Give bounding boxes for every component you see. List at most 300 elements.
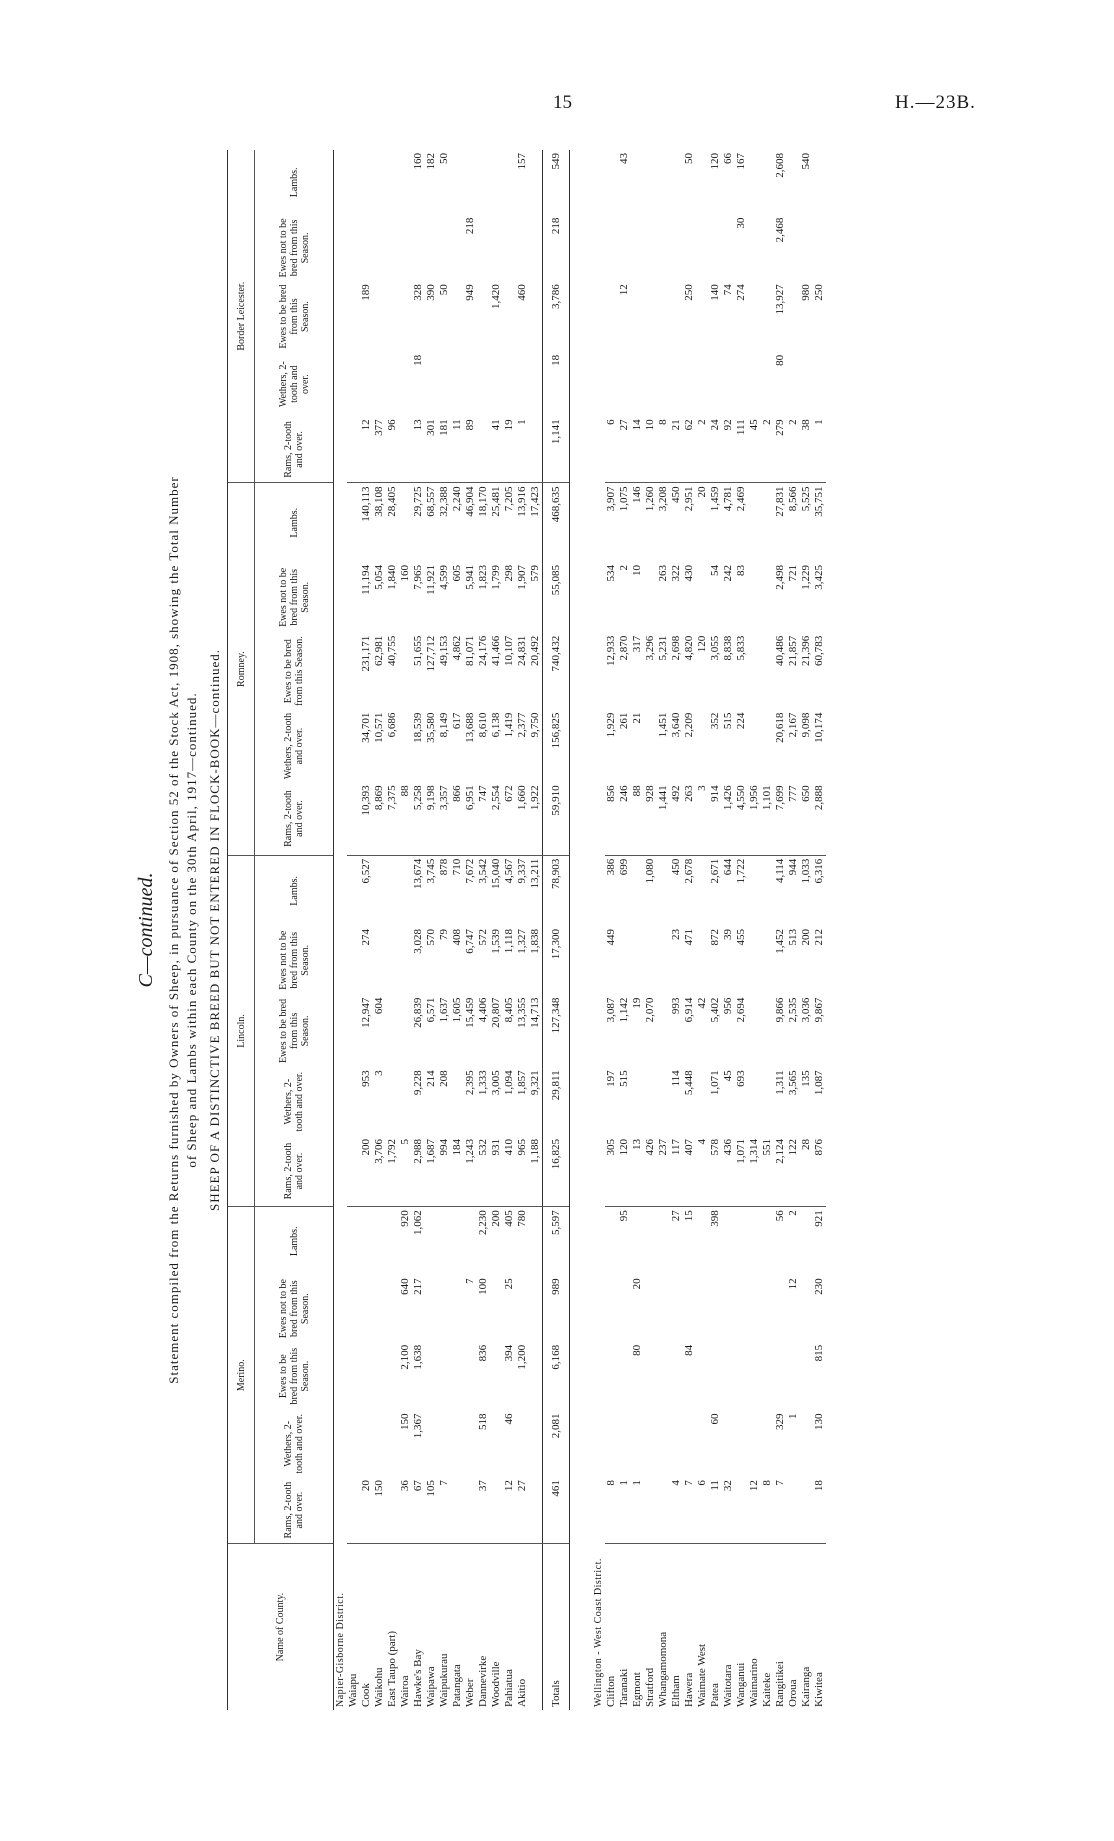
table-cell: 944	[787, 858, 799, 876]
section-title: C—continued.	[135, 872, 157, 988]
table-cell: 1,071	[709, 1070, 721, 1096]
table-cell	[451, 281, 464, 352]
table-cell: 2,678	[683, 858, 695, 884]
table-cell	[503, 150, 516, 215]
table-cell	[386, 150, 399, 215]
county-name: Whangamomona	[657, 1631, 669, 1707]
table-cell	[399, 855, 412, 926]
table-cell: 9,867	[813, 997, 825, 1023]
table-cell	[529, 1477, 543, 1544]
county-name: Wanganui	[735, 1662, 747, 1707]
table-row	[605, 150, 618, 1710]
district-name: Wellington - West Coast District.	[593, 1558, 604, 1707]
table-cell	[800, 1207, 813, 1276]
table-cell: 74	[722, 284, 734, 296]
table-cell	[347, 1411, 360, 1478]
table-cell	[347, 855, 360, 926]
table-cell: 699	[618, 858, 630, 876]
table-cell: 5,231	[657, 635, 669, 661]
table-cell: 36	[399, 1477, 412, 1544]
table-cell: 117	[670, 1136, 683, 1207]
table-cell: 9,337	[516, 858, 528, 884]
table-cell	[386, 1411, 399, 1478]
table-cell: 1,087	[813, 1070, 825, 1096]
table-cell: 430	[683, 564, 695, 582]
table-row	[761, 150, 774, 1710]
table-cell	[631, 215, 644, 282]
table-cell: 8	[657, 416, 670, 483]
table-cell	[529, 416, 543, 483]
table-cell: 777	[787, 782, 800, 855]
county-name: Dannevirke	[477, 1655, 489, 1707]
table-cell	[529, 1207, 543, 1276]
table-cell: 914	[709, 782, 722, 855]
table-cell: 92	[722, 416, 735, 483]
table-cell: 989	[543, 1275, 570, 1342]
table-cell	[761, 562, 774, 633]
table-cell	[360, 215, 373, 282]
table-cell: 20	[696, 486, 708, 498]
table-cell	[735, 1275, 748, 1342]
table-cell	[477, 215, 490, 282]
table-cell	[748, 352, 761, 416]
table-cell: 1,419	[503, 712, 515, 738]
table-cell: 449	[605, 928, 617, 946]
table-cell: 460	[516, 284, 528, 301]
table-row	[813, 150, 826, 1710]
table-cell: 2,240	[451, 486, 463, 512]
table-cell: 515	[618, 1070, 630, 1087]
table-cell: 2,694	[735, 997, 747, 1023]
table-cell: 3,565	[787, 1070, 799, 1096]
table-cell: 6,527	[360, 858, 372, 884]
county-name: Eltham	[670, 1675, 682, 1707]
table-cell: 9,321	[529, 1070, 541, 1096]
table-cell: 1,929	[605, 712, 617, 738]
romney-col-header: Ewes to be bred from this Season.	[255, 633, 334, 710]
table-cell	[696, 281, 709, 352]
table-cell	[657, 995, 670, 1068]
table-cell: 2,070	[644, 997, 656, 1023]
table-cell: 218	[464, 217, 476, 235]
table-cell: 3,208	[657, 486, 669, 512]
table-cell	[529, 215, 543, 282]
table-cell	[360, 150, 373, 215]
table-cell: 20,492	[529, 635, 541, 666]
table-cell	[696, 855, 709, 926]
table-cell: 21	[631, 712, 643, 724]
table-cell: 5,525	[800, 486, 812, 512]
table-row	[722, 150, 735, 1710]
table-cell: 301	[425, 416, 438, 483]
table-cell: 18	[543, 352, 570, 416]
table-cell	[347, 926, 360, 995]
table-cell: 6	[696, 1477, 709, 1544]
table-cell	[347, 1275, 360, 1342]
table-cell	[451, 1477, 464, 1544]
table-row	[425, 150, 438, 1710]
table-cell: 872	[709, 928, 721, 946]
romney-header: Romney.	[228, 483, 255, 855]
table-cell: 298	[503, 564, 515, 582]
table-cell	[451, 1342, 464, 1411]
table-cell	[399, 710, 412, 783]
table-cell	[761, 1067, 774, 1136]
table-cell: 80	[774, 354, 786, 366]
table-cell: 836	[477, 1344, 489, 1362]
table-cell	[399, 633, 412, 710]
table-cell	[373, 855, 386, 926]
table-cell: 1,311	[774, 1070, 786, 1095]
table-cell: 29,811	[543, 1067, 570, 1136]
table-cell: 20	[360, 1477, 373, 1544]
table-row	[683, 150, 696, 1710]
table-cell: 604	[373, 997, 385, 1015]
table-cell: 274	[360, 928, 372, 946]
table-cell: 1,141	[543, 416, 570, 483]
table-cell	[800, 1411, 813, 1478]
table-cell: 450	[670, 486, 682, 503]
document-code: H.—23B.	[895, 92, 976, 113]
table-cell: 27,831	[774, 486, 786, 517]
table-cell: 25	[503, 1278, 515, 1290]
table-cell: 2,698	[670, 635, 682, 661]
table-cell	[386, 281, 399, 352]
table-cell	[516, 215, 529, 282]
table-cell: 34,701	[360, 712, 372, 743]
table-cell	[347, 1477, 360, 1544]
table-cell	[516, 1275, 529, 1342]
table-cell	[696, 352, 709, 416]
county-name: Clifton	[605, 1675, 617, 1707]
table-cell: 532	[477, 1136, 490, 1207]
table-cell	[657, 1411, 670, 1478]
table-row	[347, 150, 360, 1710]
table-cell: 81,071	[464, 635, 476, 666]
table-cell: 62,981	[373, 635, 385, 666]
table-cell: 1,333	[477, 1070, 489, 1096]
table-cell: 181	[438, 416, 451, 483]
table-cell: 1,260	[644, 486, 656, 512]
table-cell: 17,300	[543, 926, 570, 995]
table-cell: 1,637	[438, 997, 450, 1023]
table-cell: 1,094	[503, 1070, 515, 1096]
table-cell: 60,783	[813, 635, 825, 666]
table-cell: 5,448	[683, 1070, 695, 1096]
table-cell: 920	[399, 1210, 411, 1227]
table-cell: 2	[618, 564, 630, 571]
table-cell	[477, 352, 490, 416]
table-cell	[748, 483, 761, 562]
table-cell: 46,904	[464, 486, 476, 517]
table-cell	[386, 1477, 399, 1544]
table-cell	[373, 926, 386, 995]
table-cell: 1,452	[774, 928, 786, 954]
table-cell: 15	[683, 1210, 695, 1222]
table-cell: 4	[670, 1477, 683, 1544]
table-cell: 1,605	[451, 997, 463, 1023]
table-cell: 189	[360, 284, 372, 301]
table-row	[503, 150, 516, 1710]
table-cell: 279	[774, 416, 787, 483]
table-cell: 7	[683, 1477, 696, 1544]
table-cell: 11	[451, 416, 464, 483]
table-cell: 10,393	[360, 782, 373, 855]
table-cell	[618, 1342, 631, 1411]
table-cell	[425, 1411, 438, 1478]
table-cell: 6,951	[464, 782, 477, 855]
table-cell: 217	[412, 1278, 424, 1295]
table-cell	[425, 352, 438, 416]
table-cell	[464, 1207, 477, 1276]
romney-col-header: Rams, 2-tooth and over.	[255, 782, 334, 855]
table-cell	[761, 1275, 774, 1342]
table-cell: 993	[670, 997, 682, 1015]
table-cell	[683, 1275, 696, 1342]
table-cell: 6,168	[543, 1342, 570, 1411]
table-cell	[347, 150, 360, 215]
table-cell	[605, 1207, 618, 1276]
table-cell	[644, 1207, 657, 1276]
table-cell: 747	[477, 782, 490, 855]
table-row	[800, 150, 813, 1710]
table-cell: 51,655	[412, 635, 424, 666]
table-cell: 8,838	[722, 635, 734, 661]
table-cell: 8,869	[373, 782, 386, 855]
table-cell: 1,033	[800, 858, 812, 884]
rotated-table-page	[135, 150, 985, 1710]
table-cell	[748, 633, 761, 710]
table-cell	[722, 1207, 735, 1276]
table-cell: 994	[438, 1136, 451, 1207]
table-cell	[670, 215, 683, 282]
table-cell: 68,557	[425, 486, 437, 517]
table-cell	[670, 281, 683, 352]
table-cell: 135	[800, 1070, 812, 1087]
table-cell	[451, 1275, 464, 1342]
table-cell: 79	[438, 928, 450, 940]
table-cell: 1	[618, 1477, 631, 1544]
table-cell	[438, 1207, 451, 1276]
table-cell: 461	[543, 1477, 570, 1544]
table-cell: 407	[683, 1136, 696, 1207]
table-cell: 1,956	[748, 782, 761, 855]
table-cell	[477, 416, 490, 483]
table-cell	[529, 1411, 543, 1478]
table-cell: 200	[360, 1136, 373, 1207]
table-cell: 322	[670, 564, 682, 582]
table-cell: 2,951	[683, 486, 695, 512]
table-cell: 1,075	[618, 486, 630, 512]
table-cell: 2,100	[399, 1344, 411, 1370]
table-cell: 394	[503, 1344, 515, 1362]
merino-col-header: Wethers, 2-tooth and over.	[255, 1411, 334, 1478]
district-heading	[334, 150, 348, 1710]
border-col-header: Ewes to be bred from this Season.	[255, 281, 334, 352]
table-cell: 38,108	[373, 486, 385, 517]
county-header: Name of County.	[228, 1544, 334, 1710]
table-cell	[657, 855, 670, 926]
table-cell: 27	[516, 1477, 529, 1544]
table-cell: 4,114	[774, 858, 786, 884]
table-cell	[787, 352, 800, 416]
table-cell	[605, 150, 618, 215]
table-cell: 5,258	[412, 782, 425, 855]
table-cell	[347, 215, 360, 282]
table-cell: 386	[605, 858, 617, 876]
table-cell	[709, 1275, 722, 1342]
table-cell: 80	[631, 1344, 643, 1356]
table-cell: 2,888	[813, 782, 826, 855]
table-cell: 1,118	[503, 928, 515, 954]
table-cell: 2,608	[774, 153, 786, 178]
table-cell: 140	[709, 284, 721, 301]
table-cell: 111	[735, 416, 748, 483]
lincoln-col-header: Wethers, 2-tooth and over.	[255, 1067, 334, 1136]
table-row	[670, 150, 683, 1710]
table-cell	[373, 1207, 386, 1276]
table-cell: 9,750	[529, 712, 541, 738]
table-cell: 878	[438, 858, 450, 876]
table-cell	[347, 995, 360, 1068]
table-cell: 230	[813, 1278, 825, 1295]
table-cell: 5,597	[543, 1207, 570, 1276]
county-name: Taranaki	[618, 1668, 630, 1707]
table-cell	[399, 352, 412, 416]
table-cell	[347, 1067, 360, 1136]
table-cell: 41,466	[490, 635, 502, 666]
table-cell: 59,910	[543, 782, 570, 855]
table-cell	[761, 150, 774, 215]
table-cell: 3	[696, 782, 709, 855]
table-cell	[644, 215, 657, 282]
table-row	[386, 150, 399, 1710]
table-cell	[670, 1411, 683, 1478]
table-cell	[696, 1342, 709, 1411]
table-cell	[425, 1342, 438, 1411]
table-cell	[709, 1342, 722, 1411]
table-cell: 2,988	[412, 1136, 425, 1207]
table-cell: 15,459	[464, 997, 476, 1028]
table-cell: 62	[683, 416, 696, 483]
county-name: Cook	[360, 1683, 372, 1707]
table-cell: 23	[670, 928, 682, 940]
page-number: 15	[553, 92, 572, 113]
table-cell: 88	[399, 782, 412, 855]
county-name: Kiwitea	[813, 1672, 825, 1707]
table-cell: 150	[399, 1413, 411, 1431]
table-cell: 1,907	[516, 564, 528, 590]
table-row	[438, 150, 451, 1710]
table-cell	[631, 281, 644, 352]
table-cell	[709, 352, 722, 416]
table-cell	[477, 281, 490, 352]
table-cell: 2,554	[490, 782, 503, 855]
table-cell: 3,055	[709, 635, 721, 661]
table-cell: 1,799	[490, 564, 502, 590]
table-cell: 140,113	[360, 486, 372, 522]
table-cell: 160	[412, 153, 424, 170]
table-cell: 6,571	[425, 997, 437, 1023]
table-cell: 16,825	[543, 1136, 570, 1207]
table-cell	[605, 1275, 618, 1342]
table-cell: 1,687	[425, 1136, 438, 1207]
table-cell: 20,618	[774, 712, 786, 743]
county-name: Patea	[709, 1683, 721, 1707]
table-cell	[761, 281, 774, 352]
table-cell: 19	[503, 416, 516, 483]
table-cell	[618, 1411, 631, 1478]
table-cell	[761, 1411, 774, 1478]
table-cell: 693	[735, 1070, 747, 1087]
table-cell	[438, 215, 451, 282]
table-cell: 29,725	[412, 486, 424, 517]
table-cell: 78,903	[543, 855, 570, 926]
table-cell: 579	[529, 564, 541, 582]
table-cell	[657, 281, 670, 352]
table-cell	[490, 150, 503, 215]
table-cell: 1,071	[735, 1136, 748, 1207]
table-cell: 8,405	[503, 997, 515, 1023]
table-cell: 352	[709, 712, 721, 730]
table-cell: 182	[425, 153, 437, 170]
column-headers	[255, 150, 334, 1710]
table-cell	[618, 215, 631, 282]
table-cell: 815	[813, 1344, 825, 1362]
table-cell	[490, 215, 503, 282]
table-cell: 43	[618, 153, 630, 164]
table-cell: 7,699	[774, 782, 787, 855]
table-cell	[657, 1342, 670, 1411]
table-cell: 6,747	[464, 928, 476, 954]
table-cell: 84	[683, 1344, 695, 1356]
table-cell: 11	[709, 1477, 722, 1544]
table-cell: 780	[516, 1210, 528, 1227]
table-cell: 305	[605, 1136, 618, 1207]
table-cell	[618, 926, 631, 995]
table-cell: 21	[670, 416, 683, 483]
table-cell	[360, 1411, 373, 1478]
table-cell: 24,176	[477, 635, 489, 666]
spacer-cell	[570, 150, 593, 1710]
table-cell: 13	[631, 1136, 644, 1207]
table-cell: 105	[425, 1477, 438, 1544]
table-cell	[347, 483, 360, 562]
table-cell	[399, 150, 412, 215]
table-cell: 7	[774, 1477, 787, 1544]
county-name: Hawke's Bay	[412, 1649, 424, 1707]
table-cell: 2,535	[787, 997, 799, 1023]
table-cell	[722, 1342, 735, 1411]
table-cell	[787, 1477, 800, 1544]
table-cell: 120	[709, 153, 721, 170]
table-cell: 40,755	[386, 635, 398, 666]
table-cell	[373, 352, 386, 416]
table-cell: 5	[399, 1136, 412, 1207]
table-cell	[748, 150, 761, 215]
table-cell: 605	[451, 564, 463, 582]
table-cell: 13,688	[464, 712, 476, 743]
table-cell	[722, 215, 735, 282]
table-cell: 4,550	[735, 782, 748, 855]
merino-col-header: Rams, 2-tooth and over.	[255, 1477, 334, 1544]
table-cell	[464, 150, 477, 215]
table-cell	[748, 1275, 761, 1342]
table-cell: 7,205	[503, 486, 515, 512]
table-cell: 492	[670, 782, 683, 855]
table-cell	[696, 710, 709, 783]
table-cell: 11,194	[360, 564, 372, 595]
